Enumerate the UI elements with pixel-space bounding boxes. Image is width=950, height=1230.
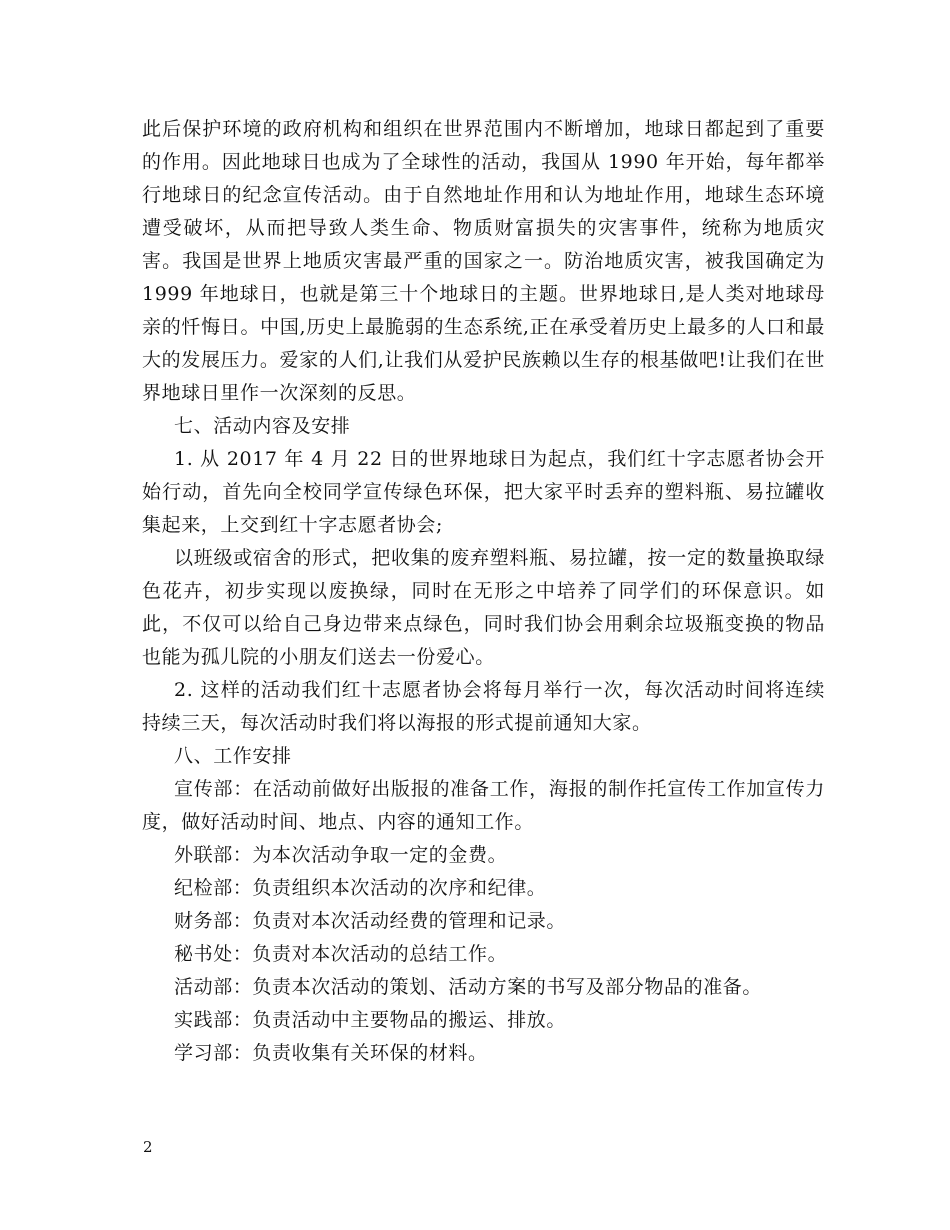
paragraph-finance-department: 财务部：负责对本次活动经费的管理和记录。 <box>174 910 567 932</box>
section-heading-work-arrangement: 八、工作安排 <box>174 745 292 767</box>
paragraph-activities-department: 活动部：负责本次活动的策划、活动方案的书写及部分物品的准备。 <box>174 976 763 998</box>
paragraph-discipline-department: 纪检部：负责组织本次活动的次序和纪律。 <box>174 877 547 899</box>
paragraph-study-department: 学习部：负责收集有关环保的材料。 <box>174 1042 488 1064</box>
paragraph-exchange-method: 以班级或宿舍的形式，把收集的废弃塑料瓶、易拉罐，按一定的数量换取绿色花卉，初步实现以废换绿，同时在无形之中培养了同学们的环保意识。如此，不仅可以给自己身边带来点绿色，同时我们协会用剩余垃圾瓶变换的物品也能为孤儿院的小朋友们送去一份爱心。 <box>142 547 825 668</box>
section-heading-activity-content: 七、活动内容及安排 <box>174 415 351 437</box>
paragraph-external-relations-department: 外联部：为本次活动争取一定的金费。 <box>174 844 508 866</box>
paragraph-publicity-department: 宣传部：在活动前做好出版报的准备工作，海报的制作托宣传工作加宣传力度，做好活动时间、地点、内容的通知工作。 <box>142 778 825 833</box>
paragraph-earth-day-background: 此后保护环境的政府机构和组织在世界范围内不断增加，地球日都起到了重要的作用。因此地球日也成为了全球性的活动，我国从 1990 年开始，每年都举行地球日的纪念宣传活动。由于自然地址作用和认为地址作用，地球生态环境遭受破坏，从而把导致人类生命、物质财富损失的灾害事件，统称为地质灾害。我国是世界上地质灾害最严重的国家之一。防治地质灾害，被我国确定为 1999 年地球日，也就是第三十个地球日的主题。世界地球日,是人类对地球母亲的忏悔日。中国,历史上最脆弱的生态系统,正在承受着历史上最多的人口和最大的发展压力。爱家的人们,让我们从爱护民族赖以生存的根基做吧!让我们在世界地球日里作一次深刻的反思。 <box>142 118 825 404</box>
paragraph-secretariat: 秘书处：负责对本次活动的总结工作。 <box>174 943 508 965</box>
document-body <box>142 113 825 1070</box>
page-number: 2 <box>143 1138 153 1156</box>
paragraph-practice-department: 实践部：负责活动中主要物品的搬运、排放。 <box>174 1009 567 1031</box>
paragraph-activity-step-2: 2. 这样的活动我们红十志愿者协会将每月举行一次，每次活动时间将连续持续三天，每次活动时我们将以海报的形式提前通知大家。 <box>142 679 825 734</box>
paragraph-activity-step-1: 1. 从 2017 年 4 月 22 日的世界地球日为起点，我们红十字志愿者协会开始行动，首先向全校同学宣传绿色环保，把大家平时丢弃的塑料瓶、易拉罐收集起来，上交到红十字志愿者协会; <box>142 448 825 536</box>
